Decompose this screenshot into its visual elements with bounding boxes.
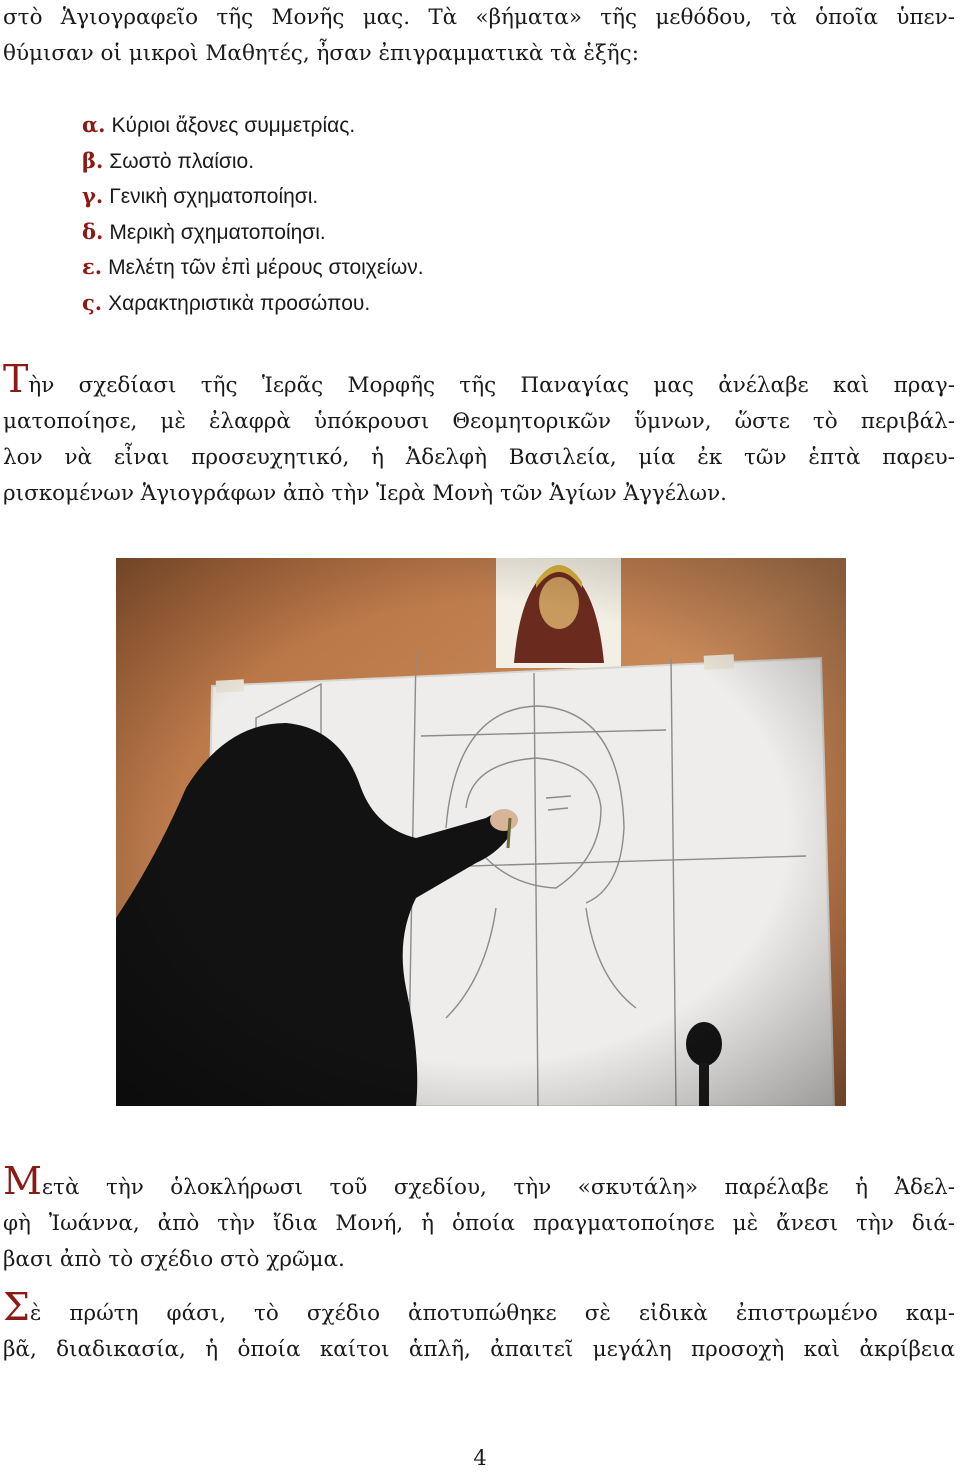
text-line: ρισκομένων Ἁγιογράφων ἀπὸ τὴν Ἱερὰ Μονὴ τῶν Ἁγίων Ἀγγέλων. [3, 481, 727, 506]
text-line: φὴ Ἰωάννα, ἀπὸ τὴν ἴδια Μονή, ἡ ὁποία πραγματοποίησε μὲ ἄνεσι τὴν διά- [3, 1211, 955, 1236]
text-line: βᾶ, διαδικασία, ἡ ὁποία καίτοι ἁπλῆ, ἀπαιτεῖ μεγάλη προσοχὴ καὶ ἀκρίβεια [3, 1337, 955, 1362]
drop-cap: Μ [3, 1159, 42, 1203]
method-steps-list [82, 108, 424, 321]
intro-paragraph [3, 0, 955, 72]
list-item: γ. Γενικὴ σχηματοποίησι. [82, 183, 319, 208]
text-line: στὸ Ἁγιογραφεῖο τῆς Μονῆς μας. Τὰ «βήματα» τῆς μεθόδου, τὰ ὁποῖα ὑπεν- [3, 5, 955, 30]
list-item: β. Σωστὸ πλαίσιο. [82, 147, 255, 173]
paragraph-drawing: Τὴν σχεδίασι τῆς Ἱερᾶς Μορφῆς τῆς Παναγίας μας ἀνέλαβε καὶ πραγ- ματοποίησε, μὲ ἐλαφρὰ ὑπόκρουσι Θεομητορικῶν ὕμνων, ὥστε τὸ περιβάλ- λον νὰ εἶναι προσευχητικό, ἡ Ἀδελφὴ Βασιλεία, μία ἐκ τῶν ἑπτὰ παρευ- ρισκομένων Ἁγιογράφων ἀπὸ τὴν Ἱερὰ Μονὴ τῶν Ἁγίων Ἀγγέλων. [3, 364, 955, 512]
list-item: ς. Χαρακτηριστικὰ προσώπου. [82, 289, 371, 315]
page-number: 4 [473, 1446, 487, 1470]
text-line: λον νὰ εἶναι προσευχητικό, ἡ Ἀδελφὴ Βασιλεία, μία ἐκ τῶν ἑπτὰ παρευ- [3, 445, 955, 470]
paragraph-relay: Μετὰ τὴν ὁλοκλήρωσι τοῦ σχεδίου, τὴν «σκυτάλη» παρέλαβε ἡ Ἀδελ- φὴ Ἰωάννα, ἀπὸ τὴν ἴδια Μονή, ἡ ὁποία πραγματοποίησε μὲ ἄνεσι τὴν διά- βασι ἀπὸ τὸ σχέδιο στὸ χρῶμα. [3, 1166, 955, 1278]
list-item: ε. Μελέτη τῶν ἐπὶ μέρους στοιχείων. [82, 254, 424, 279]
drop-cap: Σ [3, 1285, 30, 1329]
list-item: α. Κύριοι ἄξονες συμμετρίας. [82, 112, 356, 137]
drop-cap: Τ [3, 357, 29, 401]
nun-drawing-photo [116, 558, 846, 1106]
paragraph-first-phase: Σὲ πρώτη φάσι, τὸ σχέδιο ἀποτυπώθηκε σὲ εἰδικὰ ἐπιστρωμένο καμ- βᾶ, διαδικασία, ἡ ὁποία καίτοι ἁπλῆ, ἀπαιτεῖ μεγάλη προσοχὴ καὶ ἀκρίβεια [3, 1292, 955, 1368]
text-line: βασι ἀπὸ τὸ σχέδιο στὸ χρῶμα. [3, 1247, 345, 1272]
list-item: δ. Μερικὴ σχηματοποίησι. [82, 218, 326, 244]
text-line: θύμισαν οἱ μικροὶ Μαθητές, ἦσαν ἐπιγραμματικὰ τὰ ἑξῆς: [3, 41, 639, 66]
text-line: ματοποίησε, μὲ ἐλαφρὰ ὑπόκρουσι Θεομητορικῶν ὕμνων, ὥστε τὸ περιβάλ- [3, 409, 955, 434]
